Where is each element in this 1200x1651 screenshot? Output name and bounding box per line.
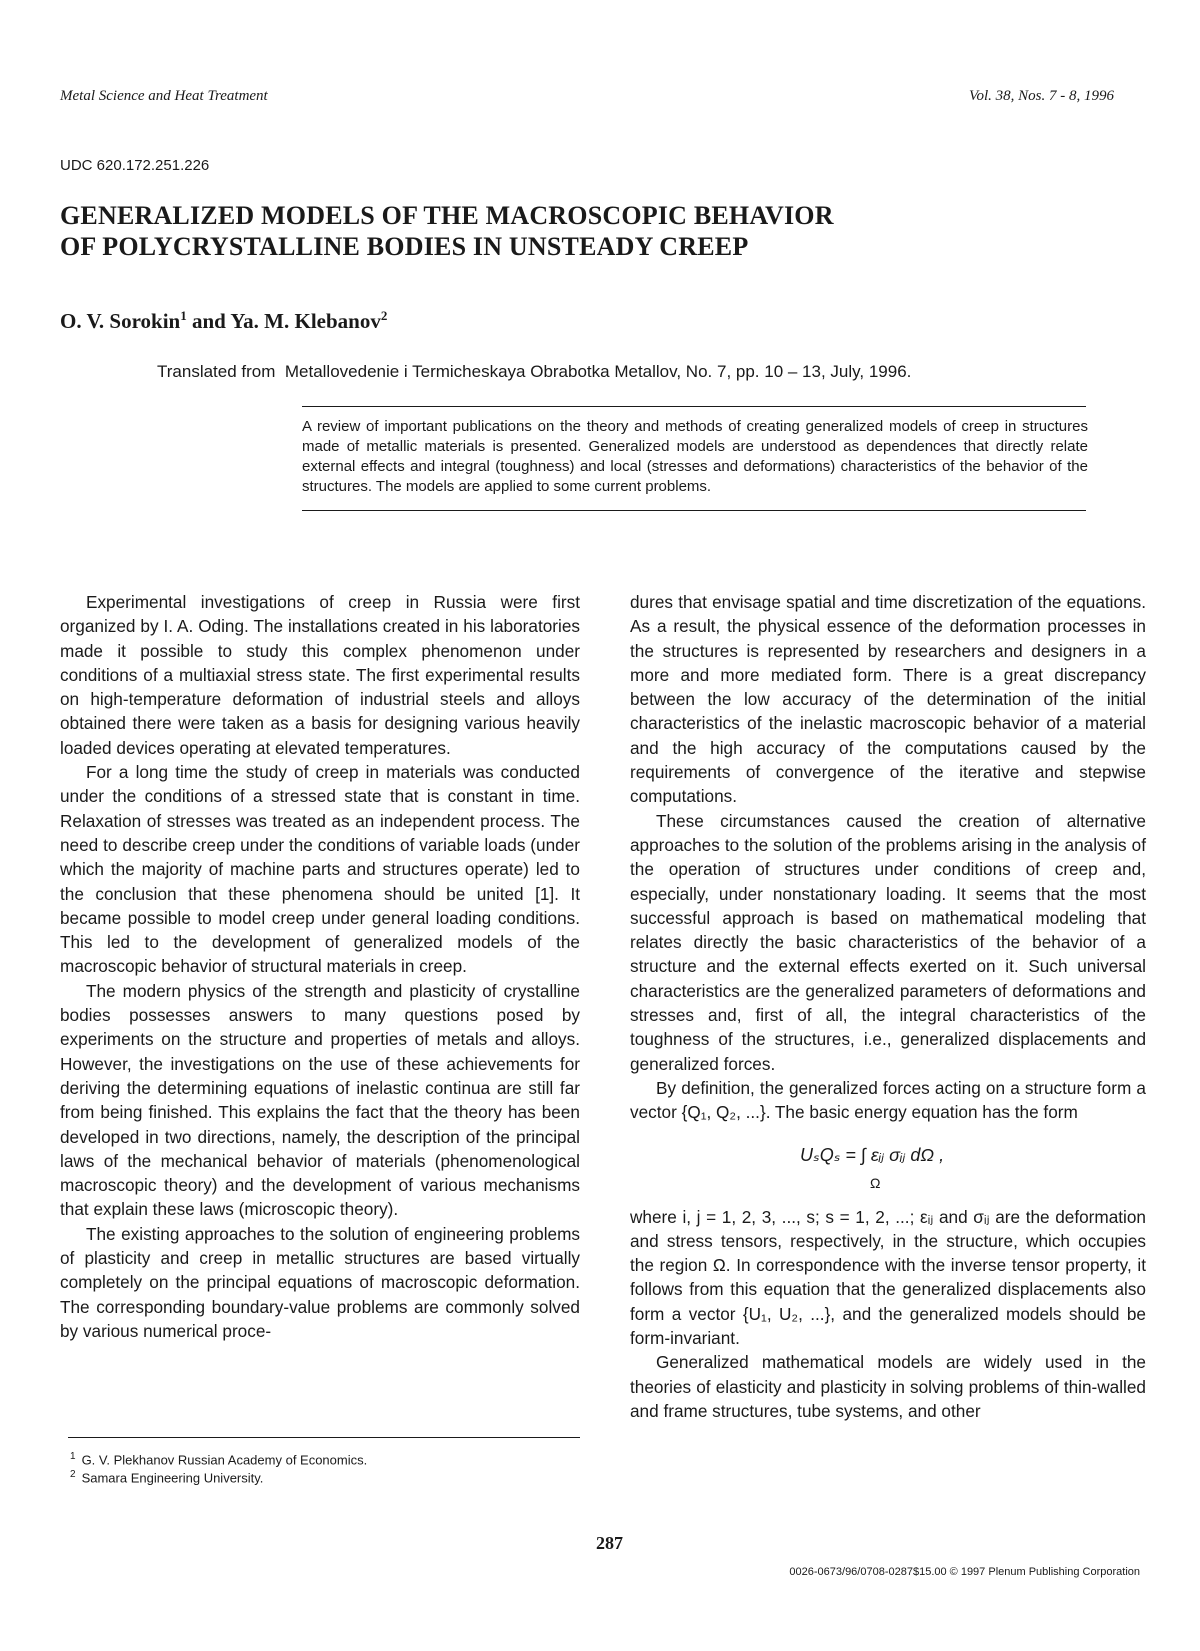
right-column [630, 590, 1146, 1423]
paragraph: These circumstances caused the creation of alternative approaches to the solution of the problems arising in the analysis of the operation of structures under conditions of creep and, especially, under nonstationary loading. It seems that the most successful approach is based on mathematical modeling that relates directly the basic characteristics of the behavior of a structure and the external effects exerted on it. Such universal characteristics are the generalized parameters of deformations and stresses and, first of all, the integral characteristics of the toughness of the structures, i.e., generalized displacements and generalized forces. [630, 810, 1146, 1074]
copyright-line: 0026-0673/96/0708-0287$15.00 © 1997 Plenum Publishing Corporation [789, 1566, 1140, 1578]
equation-body: UₛQₛ = ∫ εᵢⱼ σᵢⱼ dΩ , [800, 1144, 945, 1165]
paragraph: For a long time the study of creep in materials was conducted under the conditions of a stressed state that is constant in time. Relaxation of stresses was treated as an independent process. The need to describe creep under the conditions of variable loads (under which the majority of machine parts and structures operate) led to the conclusion that these phenomena should be united [1]. It became possible to model creep under general loading conditions. This led to the development of generalized models of the macroscopic behavior of structural materials in creep. [60, 762, 580, 977]
translation-note: Translated from Metallovedenie i Termicheskaya Obrabotka Metallov, No. 7, pp. 10 – 13, July, 1996. [157, 362, 912, 381]
footnote-1-mark: 1 [70, 1451, 76, 1462]
footnote-2 [70, 1467, 367, 1485]
footnote-1 [70, 1449, 367, 1467]
page-number: 287 [596, 1533, 623, 1553]
udc-code: UDC 620.172.251.226 [60, 157, 210, 174]
paragraph: The modern physics of the strength and plasticity of crystalline bodies possesses answers to many questions posed by experiments on the structure and properties of metals and alloys. However, the investigations on the use of these achievements for deriving the determining equations of inelastic continua are still far from being finished. This explains the fact that the theory has been developed in two directions, namely, the description of the principal laws of the mechanical behavior of materials (phenomenological macroscopic theory) and the development of various mechanisms that explain these laws (microscopic theory). [60, 980, 580, 1220]
authors-conjunction: and [186, 309, 231, 333]
paragraph: By definition, the generalized forces acting on a structure form a vector {Q₁, Q₂, ...}. The basic energy equation has the form [630, 1077, 1146, 1123]
author-1: O. V. Sorokin [60, 309, 181, 333]
footnote-2-text: Samara Engineering University. [81, 1470, 264, 1486]
author-2: Ya. M. Klebanov [230, 309, 381, 333]
authors [60, 308, 387, 334]
author-1-affiliation-mark: 1 [180, 308, 187, 323]
abstract: A review of important publications on the theory and methods of creating generalized models of creep in structures made of metallic materials is presented. Generalized models are understood as dependences that directly relate external effects and integral (toughness) and local (stresses and deformations) characteristics of the behavior of the structures. The models are applied to some current problems. [302, 418, 1088, 495]
paragraph: Generalized mathematical models are widely used in the theories of elasticity and plasticity in solving problems of thin-walled and frame structures, tube systems, and other [630, 1352, 1146, 1421]
title-line-2: OF POLYCRYSTALLINE BODIES IN UNSTEADY CREEP [60, 232, 749, 261]
journal-name: Metal Science and Heat Treatment [60, 88, 268, 104]
abstract-top-rule [302, 406, 1086, 407]
left-column [60, 590, 580, 1343]
footnotes [70, 1449, 367, 1486]
abstract-bottom-rule [302, 510, 1086, 511]
paragraph: dures that envisage spatial and time discretization of the equations. As a result, the physical essence of the deformation processes in the structures is represented by researchers and designers in a more and more mediated form. There is a great discrepancy between the low accuracy of the determination of the initial characteristics of the inelastic macroscopic behavior of a material and the high accuracy of the computations caused by the requirements of convergence of the iterative and stepwise computations. [630, 592, 1146, 807]
author-2-affiliation-mark: 2 [380, 308, 388, 323]
paper-title [60, 200, 1060, 262]
paragraph: where i, j = 1, 2, 3, ..., s; s = 1, 2, ...; εᵢⱼ and σᵢⱼ are the deformation and stress tensors, respectively, in the structure, which occupies the region Ω. In correspondence with the inverse tensor property, it follows from this equation that the generalized displacements also form a vector {U₁, U₂, ...}, and the generalized models should be form-invariant. [630, 1206, 1146, 1349]
equation-integral-domain: Ω [870, 1174, 881, 1191]
paragraph: The existing approaches to the solution of engineering problems of plasticity and creep in metallic structures are based virtually completely on the principal equations of macroscopic deformation. The corresponding boundary-value problems are commonly solved by various numerical proce- [60, 1223, 580, 1341]
title-line-1: GENERALIZED MODELS OF THE MACROSCOPIC BEHAVIOR [60, 201, 834, 230]
energy-equation [630, 1143, 1146, 1191]
footnote-2-mark: 2 [70, 1469, 76, 1481]
volume-info: Vol. 38, Nos. 7 - 8, 1996 [968, 88, 1114, 104]
paragraph: Experimental investigations of creep in Russia were first organized by I. A. Oding. The installations created in his laboratories made it possible to study this complex phenomenon under conditions of a multiaxial stress state. The first experimental results on high-temperature deformation of industrial steels and alloys obtained there were taken as a basis for designing various heavily loaded devices operating at elevated temperatures. [60, 592, 580, 758]
footnote-rule [68, 1437, 580, 1438]
footnote-1-text: G. V. Plekhanov Russian Academy of Economics. [81, 1452, 368, 1468]
